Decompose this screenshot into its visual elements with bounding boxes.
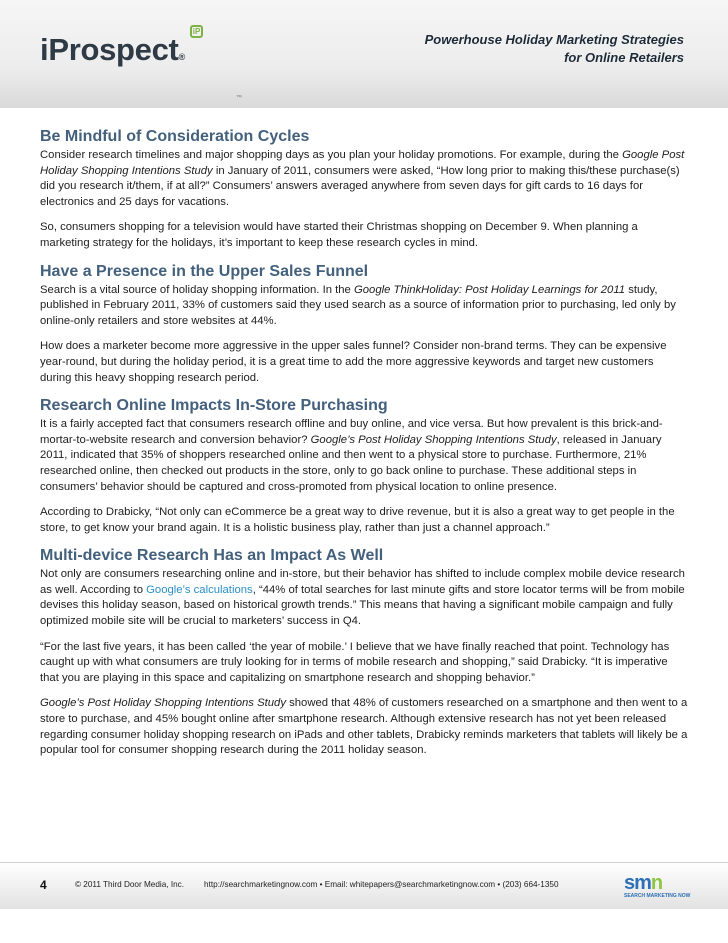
iprospect-logo [40, 32, 185, 68]
article-body [40, 127, 688, 769]
section-consideration-cycles [40, 127, 688, 252]
section-heading: Research Online Impacts In-Store Purchasing [40, 397, 388, 415]
paragraph: Google’s Post Holiday Shopping Intentions Study showed that 48% of customers researched on a smartphone and then went to a store to purchase, and 45% bought online after smartphone research. Although extensive research has not yet been released regarding consumer holiday shopping research on iPads and other tablets, Drabicky reminds marketers that tablets will likely be a popular tool for consumer shopping research during the 2011 holiday season. [40, 697, 688, 757]
section-upper-sales-funnel [40, 262, 688, 387]
trademark-mark: ™ [236, 95, 242, 101]
smn-logo-tagline: SEARCH MARKETING NOW [624, 893, 691, 899]
footer-info [75, 880, 559, 889]
study-title: Google Post Holiday Shopping Intentions Study [40, 149, 685, 177]
document-title-line1: Powerhouse Holiday Marketing Strategies [424, 32, 684, 47]
page-footer [0, 862, 728, 909]
paragraph: So, consumers shopping for a television would have started their Christmas shopping on December 9. When planning a marketing strategy for the holidays, it’s important to keep these research cycles in mind. [40, 221, 638, 249]
paragraph: Not only are consumers researching online and in-store, but their behavior has shifted to include complex mobile device research as well. According to Google’s calculations, “44% of total searches for last minute gifts and store locator terms will be from mobile devises this holiday season, based on historical growth trends.” This means that having a significant mobile campaign and fully optimized mobile site will be crucial to marketers’ success in Q4. [40, 568, 685, 628]
study-title: Google’s Post Holiday Shopping Intentions Study [310, 433, 557, 446]
document-title-line2: for Online Retailers [564, 50, 684, 65]
page-number: 4 [40, 878, 47, 892]
page-header [0, 0, 728, 108]
smn-logo-word: smn [624, 872, 663, 894]
paragraph: How does a marketer become more aggressive in the upper sales funnel? Consider non-brand terms. They can be expensive year-round, but during the holiday period, it is a great time to add the more aggressive keywords and target new customers during this heavy shopping research period. [40, 340, 667, 384]
paragraph: It is a fairly accepted fact that consumers research offline and buy online, and vice versa. But how prevalent is this brick-and-mortar-to-website research and conversion behavior? Google’s Post Holiday Shopping Intentions Study, released in January 2011, indicated that 35% of shoppers researched online and then went to a physical store to purchase. Furthermore, 21% researched online, then checked out products in the store, only to go back online to purchase. These additional steps in consumers’ behavior should be captured and cross-promoted from physical location to online presence. [40, 418, 663, 493]
paragraph: Consider research timelines and major shopping days as you plan your holiday promotions. For example, during the Google Post Holiday Shopping Intentions Study in January of 2011, consumers were asked, “How long prior to making this/these purchase(s) did you research it/them, if at all?” Consumers’ answers averaged anywhere from seven days for gift cards to 16 days for electronics and 25 days for vacations. [40, 149, 685, 208]
section-research-online-in-store [40, 396, 688, 536]
section-multi-device-research [40, 546, 688, 759]
google-calculations-link[interactable]: Google’s calculations [146, 583, 253, 596]
study-title: Google ThinkHoliday: Post Holiday Learnings for 2011 [353, 283, 626, 296]
section-heading: Be Mindful of Consideration Cycles [40, 128, 310, 145]
document-title [425, 31, 684, 67]
logo-mark-icon: iP [190, 25, 203, 38]
smn-logo [624, 872, 691, 901]
logo-text: iProspect [40, 32, 179, 67]
section-heading: Have a Presence in the Upper Sales Funnel [40, 262, 369, 280]
paragraph: Search is a vital source of holiday shopping information. In the Google ThinkHoliday: Post Holiday Learnings for 2011 study, published in February 2011, 33% of customers said they used search as a source of information prior to purchasing, led only by online-only retailers and store websites at 44%. [40, 283, 676, 327]
copyright-text: © 2011 Third Door Media, Inc. [75, 880, 185, 889]
paragraph: “For the last five years, it has been called ‘the year of mobile.’ I believe that we have finally reached that point. Technology has caught up with what consumers are truly looking for in terms of mobile research and shopping,” said Drabicky. “It is imperative that you are playing in this space and capitalizing on smartphone research and shopping behavior.” [40, 640, 670, 684]
section-heading: Multi-device Research Has an Impact As Well [40, 547, 384, 565]
paragraph: According to Drabicky, “Not only can eCommerce be a great way to drive revenue, but it is also a great way to get people in the store, to get know your brand again. It is a holistic business play, rather than just a channel approach.” [40, 506, 675, 534]
logo-registered-mark: ® [178, 52, 185, 62]
contact-text: http://searchmarketingnow.com • Email: whitepapers@searchmarketingnow.com • (203) 664-1350 [204, 880, 559, 889]
study-title: Google’s Post Holiday Shopping Intentions Study [40, 697, 286, 710]
